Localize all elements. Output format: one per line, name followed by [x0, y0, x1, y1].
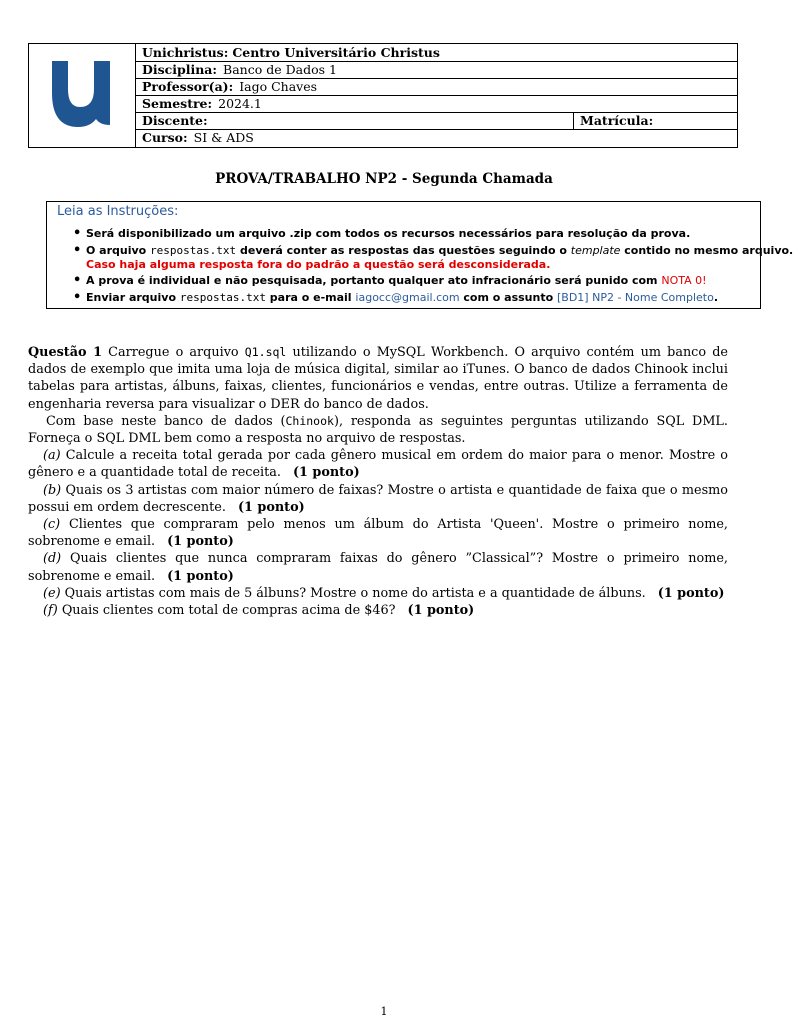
template-word: template	[570, 243, 621, 257]
student-row	[136, 112, 737, 130]
question-paragraph	[28, 413, 728, 447]
question-item	[28, 550, 728, 584]
item-text: Calcule a receita total gerada por cada gênero musical em ordem do maior para o menor. Mostre o gênero e a quantidade total de receita.	[28, 448, 728, 481]
instructions-list	[73, 227, 793, 307]
course-row	[136, 129, 737, 146]
institution-value: Centro Universitário Christus	[232, 45, 440, 60]
item-points: (1 ponto)	[407, 603, 475, 619]
question-item	[28, 602, 728, 619]
item-points: (1 ponto)	[237, 499, 305, 515]
instruction-item	[73, 274, 756, 288]
professor-label: Professor(a):	[142, 79, 234, 94]
instruction-text: contido no mesmo arquivo.	[620, 243, 793, 257]
discipline-label: Disciplina:	[142, 62, 218, 77]
instructions-heading: Leia as Instruções:	[57, 204, 179, 219]
semester-value: 2024.1	[218, 96, 262, 111]
question-text: Carregue o arquivo	[108, 345, 245, 360]
warning-text: Caso haja alguma resposta fora do padrão a questão será desconsiderada.	[86, 257, 551, 271]
item-label: (b)	[43, 482, 62, 498]
instruction-text: O arquivo	[86, 243, 151, 257]
item-text: Quais artistas com mais de 5 álbuns? Mostre o nome do artista e a quantidade de álbuns.	[64, 585, 646, 601]
item-label: (f)	[43, 603, 58, 619]
question-item	[28, 482, 728, 516]
instruction-text: A prova é individual e não pesquisada, portanto qualquer ato infracionário será punido com	[86, 274, 662, 287]
item-label: (e)	[43, 585, 61, 601]
question-intro	[28, 344, 728, 413]
item-label: (d)	[43, 551, 62, 567]
instruction-text: para o e-mail	[265, 290, 356, 304]
item-points: (1 ponto)	[292, 465, 360, 481]
file-name: respostas.txt	[179, 290, 266, 304]
discipline-row	[136, 61, 737, 79]
database-name: Chinook	[285, 413, 334, 428]
semester-row	[136, 95, 737, 113]
question-items	[28, 447, 728, 619]
instruction-item	[73, 291, 756, 305]
instruction-text: com o assunto	[459, 290, 557, 304]
registration-cell	[573, 112, 653, 129]
item-text: Quais clientes que nunca compraram faixas do gênero ”Classical”? Mostre o primeiro nome, sobrenome e email.	[28, 551, 728, 584]
question-number: Questão 1	[28, 345, 102, 360]
item-points: (1 ponto)	[167, 568, 234, 584]
instructions-box	[46, 201, 793, 309]
institution-row	[136, 44, 737, 62]
email-subject: [BD1] NP2 - Nome Completo	[557, 290, 714, 304]
page-number: 1	[380, 1005, 388, 1018]
student-label: Discente:	[142, 113, 208, 128]
email-link[interactable]: iagocc@gmail.com	[355, 290, 460, 304]
question-text: utilizando o MySQL Workbench. O arquivo contém um banco de dados de exemplo que imita uma loja de música digital, similar ao iTunes. O banco de dados Chinook inclui tabelas para artistas, álbuns, faixas, clientes, funcionários e vendas, entre outras. Utilize a ferramenta de engenharia reversa para visualizar o DER do banco de dados.	[28, 345, 728, 412]
course-label: Curso:	[142, 130, 188, 145]
registration-label: Matrícula:	[580, 113, 654, 128]
institution-label: Unichristus:	[142, 45, 229, 60]
semester-label: Semestre:	[142, 96, 213, 111]
logo-cell	[29, 44, 136, 147]
instruction-text: .	[713, 290, 719, 304]
item-text: Quais clientes com total de compras acima de $46?	[61, 603, 396, 619]
instruction-text: Enviar arquivo	[86, 290, 180, 304]
question-item	[28, 585, 728, 602]
professor-value: Iago Chaves	[239, 79, 318, 94]
exam-title: PROVA/TRABALHO NP2 - Segunda Chamada	[215, 171, 553, 187]
file-name: respostas.txt	[150, 243, 237, 257]
instruction-item	[73, 227, 756, 241]
instruction-item	[73, 243, 793, 272]
header-table	[28, 43, 738, 148]
item-points: (1 ponto)	[657, 585, 725, 601]
question-1	[28, 344, 728, 619]
question-item	[28, 447, 728, 481]
question-text: ), responda as seguintes perguntas utilizando SQL DML. Forneça o SQL DML bem como a resposta no arquivo de respostas.	[28, 413, 728, 447]
file-name: Q1.sql	[244, 345, 287, 359]
instruction-text: Será disponibilizado um arquivo .zip com todos os recursos necessários para resolução da prova.	[86, 227, 691, 240]
item-text: Clientes que compraram pelo menos um álbum do Artista 'Queen'. Mostre o primeiro nome, sobrenome e email.	[28, 517, 728, 550]
item-points: (1 ponto)	[167, 534, 234, 550]
question-item	[28, 516, 728, 550]
question-text: Com base neste banco de dados (	[46, 413, 286, 429]
grade-warning: NOTA 0!	[661, 274, 707, 287]
item-text: Quais os 3 artistas com maior número de faixas? Mostre o artista e quantidade de faixa que o mesmo possui em ordem decrescente.	[28, 482, 728, 515]
item-label: (c)	[43, 517, 61, 533]
course-value: SI & ADS	[193, 130, 254, 145]
professor-row	[136, 78, 737, 96]
discipline-value: Banco de Dados 1	[223, 62, 337, 77]
instruction-text: deverá conter as respostas das questões seguindo o	[236, 243, 571, 257]
item-label: (a)	[43, 448, 61, 464]
unichristus-logo	[50, 59, 112, 129]
